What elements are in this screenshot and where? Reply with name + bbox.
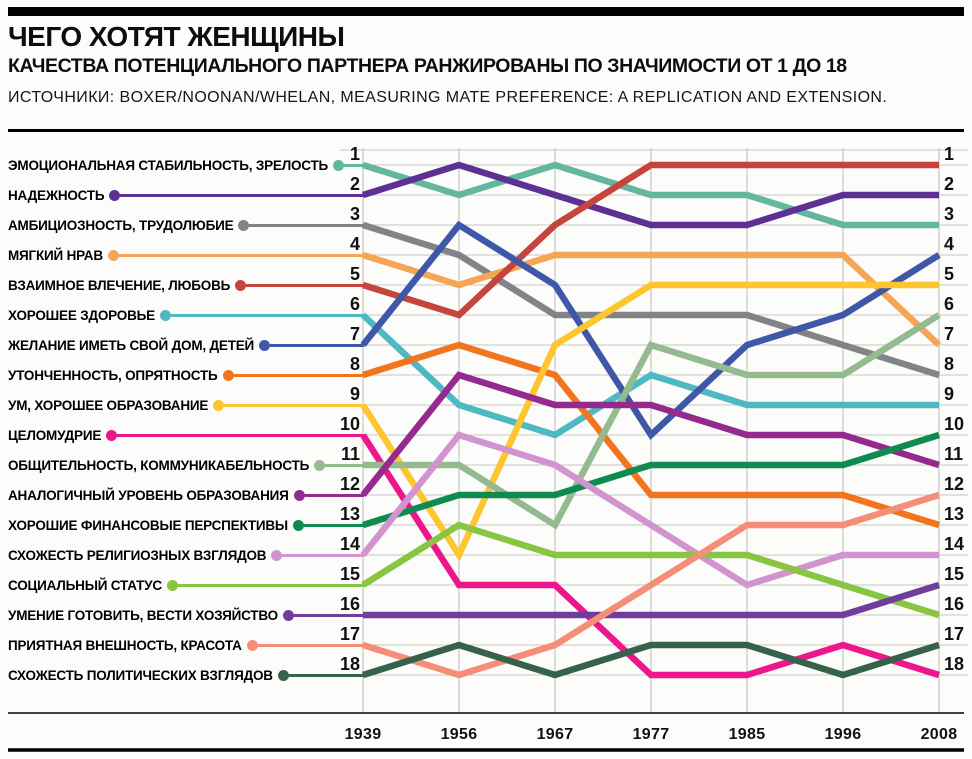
rank-label-left-5: 5 (349, 264, 360, 284)
series-label: ОБЩИТЕЛЬНОСТЬ, КОММУНИКАБЕЛЬНОСТЬ (8, 457, 310, 473)
rank-label-right-9: 9 (944, 384, 955, 404)
rank-label-right-14: 14 (944, 534, 965, 554)
rank-label-right-2: 2 (944, 174, 955, 194)
series-label: ЖЕЛАНИЕ ИМЕТЬ СВОЙ ДОМ, ДЕТЕЙ (8, 337, 255, 353)
series-label: ВЗАИМНОЕ ВЛЕЧЕНИЕ, ЛЮБОВЬ (8, 277, 231, 293)
year-label-1985: 1985 (728, 726, 766, 743)
rank-label-left-8: 8 (349, 354, 360, 374)
rank-label-left-11: 11 (340, 444, 360, 464)
year-label-1956: 1956 (440, 726, 478, 743)
rank-label-right-13: 13 (944, 504, 965, 524)
rank-label-left-10: 10 (339, 414, 360, 434)
year-label-2008: 2008 (920, 726, 958, 743)
rank-label-right-1: 1 (944, 144, 955, 164)
rank-label-left-1: 1 (349, 144, 360, 164)
rank-label-left-2: 2 (349, 174, 360, 194)
series-label: УТОНЧЕННОСТЬ, ОПРЯТНОСТЬ (8, 367, 218, 383)
series-label: ХОРОШИЕ ФИНАНСОВЫЕ ПЕРСПЕКТИВЫ (8, 517, 288, 533)
year-label-1977: 1977 (632, 726, 670, 743)
rank-label-right-16: 16 (944, 594, 965, 614)
series-label: УМ, ХОРОШЕЕ ОБРАЗОВАНИЕ (8, 397, 209, 413)
year-label-1967: 1967 (536, 726, 574, 743)
rank-label-right-11: 11 (944, 444, 964, 464)
rank-label-right-4: 4 (944, 234, 955, 254)
series-label: ЦЕЛОМУДРИЕ (8, 427, 102, 443)
rank-label-left-3: 3 (349, 204, 360, 224)
series-label: УМЕНИЕ ГОТОВИТЬ, ВЕСТИ ХОЗЯЙСТВО (8, 607, 278, 623)
rank-label-right-7: 7 (944, 324, 955, 344)
rank-label-right-3: 3 (944, 204, 955, 224)
rank-label-left-14: 14 (339, 534, 360, 554)
rank-label-left-6: 6 (349, 294, 360, 314)
rank-label-right-5: 5 (944, 264, 955, 284)
rank-label-left-13: 13 (339, 504, 360, 524)
rank-label-right-17: 17 (944, 624, 965, 644)
series-label: СХОЖЕСТЬ РЕЛИГИОЗНЫХ ВЗГЛЯДОВ (8, 547, 267, 563)
rank-label-left-17: 17 (339, 624, 360, 644)
rank-label-right-10: 10 (944, 414, 965, 434)
year-label-1996: 1996 (824, 726, 862, 743)
rank-label-right-18: 18 (944, 654, 965, 674)
rank-label-left-9: 9 (349, 384, 360, 404)
rank-label-left-7: 7 (349, 324, 360, 344)
rank-label-left-12: 12 (339, 474, 360, 494)
series-label: АМБИЦИОЗНОСТЬ, ТРУДОЛЮБИЕ (8, 217, 234, 233)
series-label: ЭМОЦИОНАЛЬНАЯ СТАБИЛЬНОСТЬ, ЗРЕЛОСТЬ (8, 157, 329, 173)
rank-label-left-18: 18 (339, 654, 360, 674)
rank-label-right-15: 15 (944, 564, 965, 584)
series-label: АНАЛОГИЧНЫЙ УРОВЕНЬ ОБРАЗОВАНИЯ (8, 487, 289, 503)
rank-label-right-12: 12 (944, 474, 965, 494)
year-label-1939: 1939 (344, 726, 382, 743)
source-credit: ИСТОЧНИКИ: BOXER/NOONAN/WHELAN, MEASURING MATE PREFERENCE: A REPLICATION AND EXTENSION. (8, 89, 888, 106)
series-label: ХОРОШЕЕ ЗДОРОВЬЕ (8, 307, 155, 323)
rank-label-left-16: 16 (339, 594, 360, 614)
rank-label-right-6: 6 (944, 294, 955, 314)
series-label: СХОЖЕСТЬ ПОЛИТИЧЕСКИХ ВЗГЛЯДОВ (8, 667, 273, 683)
rank-label-left-4: 4 (349, 234, 360, 254)
series-label: СОЦИАЛЬНЫЙ СТАТУС (8, 577, 162, 593)
page-title: ЧЕГО ХОТЯТ ЖЕНЩИНЫ (8, 21, 345, 52)
series-label: НАДЕЖНОСТЬ (8, 187, 105, 203)
page-subtitle: КАЧЕСТВА ПОТЕНЦИАЛЬНОГО ПАРТНЕРА РАНЖИРОВАНЫ ПО ЗНАЧИМОСТИ ОТ 1 ДО 18 (8, 55, 847, 77)
rank-label-left-15: 15 (339, 564, 360, 584)
series-label: ПРИЯТНАЯ ВНЕШНОСТЬ, КРАСОТА (8, 637, 242, 653)
series-label: МЯГКИЙ НРАВ (8, 247, 103, 263)
rank-label-right-8: 8 (944, 354, 955, 374)
